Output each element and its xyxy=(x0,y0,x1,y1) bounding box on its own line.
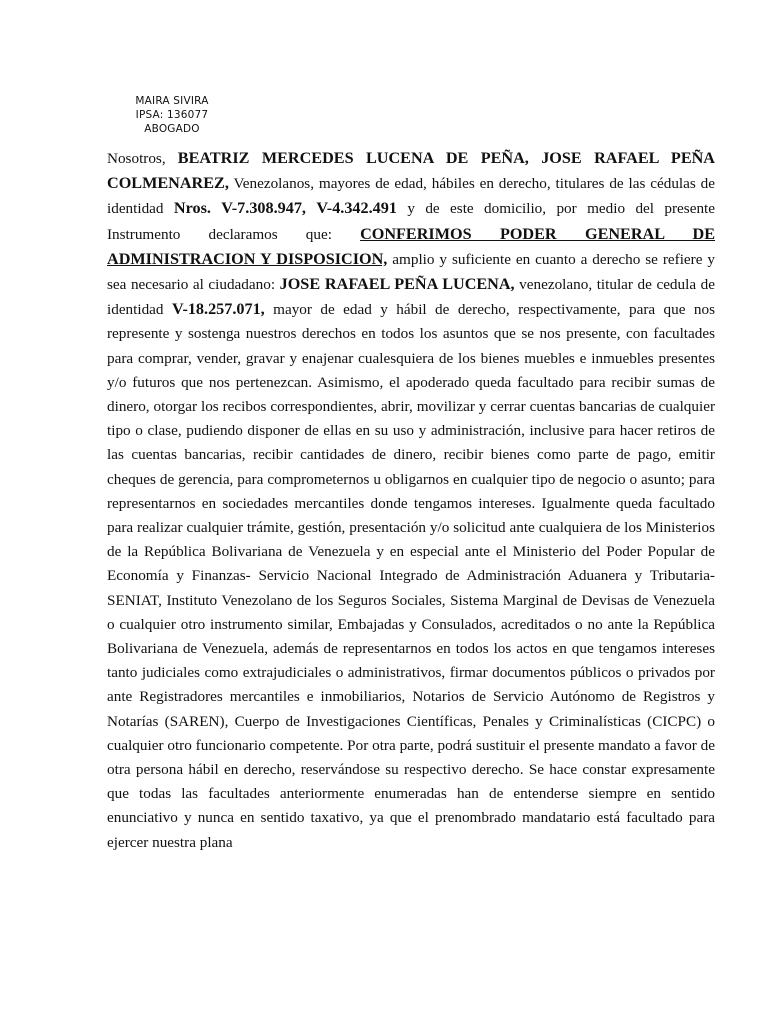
text-segment: amplio y suficiente en cuanto a derecho se refiere y sea necesario al ciudadano: xyxy=(107,250,715,294)
document-body xyxy=(107,146,715,855)
lawyer-title: ABOGADO xyxy=(144,123,200,135)
power-of-attorney-paragraph xyxy=(107,146,715,855)
lawyer-ipsa: IPSA: 136077 xyxy=(135,109,209,121)
text-segment: Venezolanos, mayores de edad, hábiles en derecho, titulares de las cédulas de identidad xyxy=(107,175,715,218)
attorney-name: JOSE RAFAEL PEÑA LUCENA, xyxy=(279,275,515,294)
grantors-id-numbers: Nros. V-7.308.947, V-4.342.491 xyxy=(173,199,397,218)
grantors-names: BEATRIZ MERCEDES LUCENA DE PEÑA, JOSE RAFAEL PEÑA COLMENAREZ, xyxy=(107,149,715,193)
letterhead xyxy=(112,94,232,136)
lawyer-name: MAIRA SIVIRA xyxy=(135,95,209,107)
attorney-id-number: V-18.257.071, xyxy=(171,300,265,319)
text-segment: Nosotros, xyxy=(107,150,178,167)
text-segment: venezolano, titular de cedula de identidad xyxy=(107,276,715,319)
power-type-declaration: CONFERIMOS PODER GENERAL DE ADMINISTRACION Y DISPOSICION, xyxy=(107,224,715,268)
text-segment: mayor de edad y hábil de derecho, respectivamente, para que nos represente y sostenga nuestros derechos en todos los asuntos que se nos presente, con facultades para comprar, vender, gravar y enajenar cualesquiera de los bienes muebles e inmuebles presentes y/o futuros que nos pertenezcan. Asimismo, el apoderado queda facultado para recibir sumas de dinero, otorgar los recibos correspondientes, abrir, movilizar y cerrar cuentas bancarias de cualquier tipo o clase, pudiendo disponer de ellas en su uso y administración, inclusive para hacer retiros de las cuentas bancarias, recibir cantidades de dinero, recibir bienes como parte de pago, emitir cheques de gerencia, para comprometernos u obligarnos en cualquier tipo de negocio o asunto; para representarnos en sociedades mercantiles donde tengamos intereses. Igualmente queda facultado para realizar cualquier trámite, gestión, presentación y/o solicitud ante cualquiera de los Ministerios de la República Bolivariana de Venezuela y en especial ante el Ministerio del Poder Popular de Economía y Finanzas- Servicio Nacional Integrado de Administración Aduanera y Tributaria- SENIAT, Instituto Venezolano de los Seguros Sociales, Sistema Marginal de Devisas de Venezuela o cualquier otro instrumento similar, Embajadas y Consulados, acreditados o no ante la República Bolivariana de Venezuela, además de representarnos en todos los actos en que tengamos intereses tanto judiciales como extrajudiciales o administrativos, firmar documentos públicos o privados por ante Registradores mercantiles e inmobiliarios, Notarios de Servicio Autónomo de Registros y Notarías (SAREN), Cuerpo de Investigaciones Científicas, Penales y Criminalísticas (CICPC) o cualquier otro funcionario competente. Por otra parte, podrá sustituir el presente mandato a favor de otra persona hábil en derecho, reservándose su respectivo derecho. Se hace constar expresamente que todas las facultades anteriormente enumeradas han de entenderse siempre en sentido enunciativo y nunca en sentido taxativo, ya que el prenombrado mandatario está facultado para ejercer nuestra plana xyxy=(107,301,715,851)
text-segment: y de este domicilio, por medio del presente Instrumento declaramos que: xyxy=(107,200,715,243)
